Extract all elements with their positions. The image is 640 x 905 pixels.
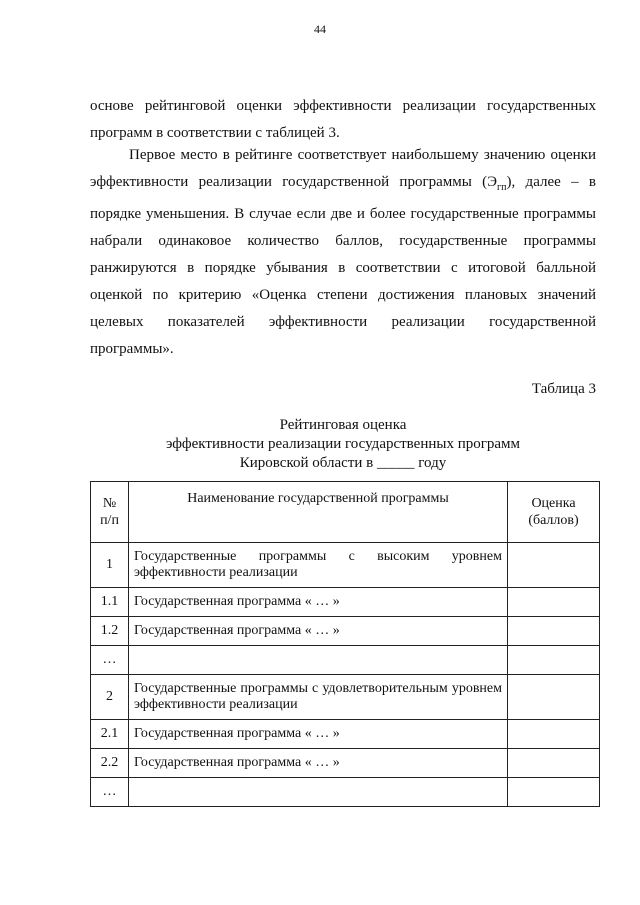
row-score (508, 675, 600, 720)
paragraph-intro: основе рейтинговой оценки эффективности реализации государственных программ в соответствии с таблицей 3. (90, 98, 596, 141)
row-name: Государственная программа « … » (129, 749, 508, 778)
row-name: Государственная программа « … » (129, 617, 508, 646)
table-row (91, 749, 600, 778)
rating-table (90, 481, 600, 807)
row-num: … (91, 646, 129, 675)
row-score (508, 646, 600, 675)
caption-line-2: эффективности реализации государственных программ (165, 436, 521, 452)
table-row (91, 778, 600, 807)
header-num: № п/п (91, 482, 129, 543)
table-row (91, 646, 600, 675)
row-name: Государственная программа « … » (129, 720, 508, 749)
row-score (508, 588, 600, 617)
table-row (91, 720, 600, 749)
row-num: 2.1 (91, 720, 129, 749)
paragraph-ranking-part2: ), далее – в порядке уменьшения. В случае если две и более государственные программы набрали одинаковое количество баллов, государственные программы ранжируются в порядке убывания в соответствии с итоговой балльной оценкой по критерию «Оценка степени достижения плановых значений целевых показателей эффективности реализации государственной программы». (90, 174, 597, 357)
row-num: … (91, 778, 129, 807)
table-label: Таблица 3 (531, 381, 596, 397)
row-score (508, 778, 600, 807)
table-row (91, 617, 600, 646)
row-name: Государственная программа « … » (129, 588, 508, 617)
paragraph-ranking (90, 142, 596, 363)
table-row (91, 543, 600, 588)
caption-line-1: Рейтинговая оценка (279, 417, 407, 433)
row-name (129, 646, 508, 675)
table-row (91, 675, 600, 720)
row-num: 2 (91, 675, 129, 720)
page-number: 44 (314, 22, 326, 36)
row-score (508, 720, 600, 749)
row-score (508, 543, 600, 588)
table-caption (90, 416, 596, 473)
row-score (508, 749, 600, 778)
table-header-row (91, 482, 600, 543)
row-name (129, 778, 508, 807)
table-row (91, 588, 600, 617)
row-num: 1.1 (91, 588, 129, 617)
caption-line-3: Кировской области в _____ году (239, 455, 447, 471)
subscript-gp: гп (497, 182, 507, 193)
row-name: Государственные программы с высоким уровнем эффективности реализации (129, 543, 508, 588)
header-name: Наименование государственной программы (129, 482, 508, 543)
row-num: 1.2 (91, 617, 129, 646)
header-score: Оценка (баллов) (508, 482, 600, 543)
paragraph-ranking-part1: Первое место в рейтинге соответствует наибольшему значению оценки эффективности реализации государственной программы (Э (90, 147, 596, 190)
row-score (508, 617, 600, 646)
row-name: Государственные программы с удовлетворительным уровнем эффективности реализации (129, 675, 508, 720)
row-num: 1 (91, 543, 129, 588)
row-num: 2.2 (91, 749, 129, 778)
